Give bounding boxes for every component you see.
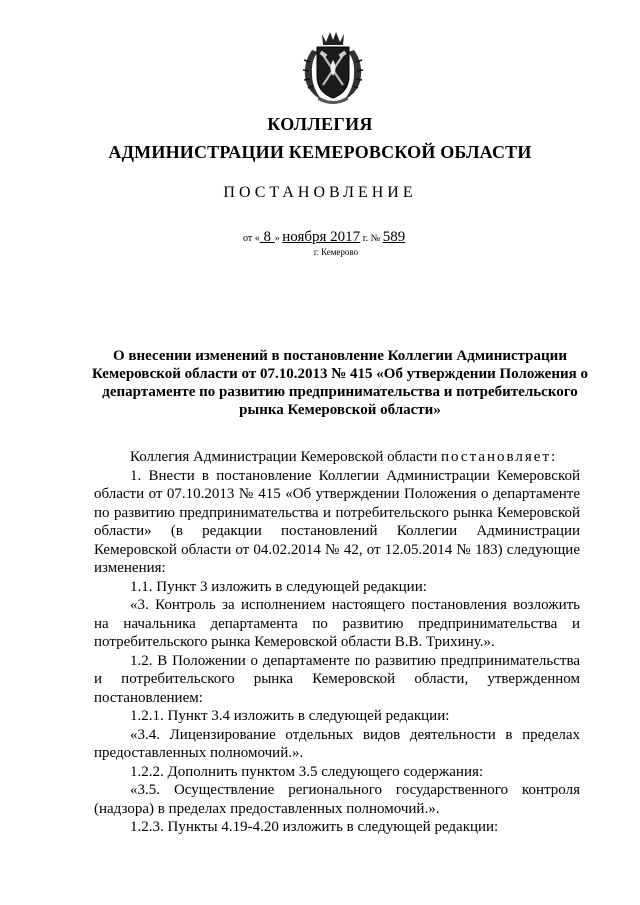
document-header-line1: КОЛЛЕГИЯ <box>267 114 373 134</box>
body-paragraph: 1.2.2. Дополнить пунктом 3.5 следующего содержания: <box>130 763 484 780</box>
body-paragraph: 1.2.3. Пункты 4.19-4.20 изложить в следующей редакции: <box>130 819 499 835</box>
document-subject: О внесении изменений в постановление Коллегии Администрации Кемеровской области от 07.10.2013 № 415 «Об утверждении Положения о департаменте по развитию предпринимательства и потребительского рынка Кемеровской области» <box>92 348 588 418</box>
body-paragraph: 1.1. Пункт 3 изложить в следующей редакции: <box>130 578 427 595</box>
body-paragraph: «3. Контроль за исполнением настоящего постановления возложить на начальника департамента по развитию предпринимательства и потребительского рынка Кемеровской области В.В. Трихину.». <box>94 597 580 650</box>
document-city: г. Кемерово <box>313 247 359 257</box>
document-header-line2: АДМИНИСТРАЦИИ КЕМЕРОВСКОЙ ОБЛАСТИ <box>108 142 532 162</box>
document-type-title: ПОСТАНОВЛЕНИЕ <box>223 184 417 201</box>
kemerovo-coat-of-arms-icon <box>296 30 370 106</box>
body-intro-text: Коллегия Администрации Кемеровской области <box>130 449 442 465</box>
date-year-suffix: г. <box>360 233 369 244</box>
date-day: 8 <box>259 229 275 245</box>
document-date-number <box>243 229 405 246</box>
body-paragraph: 1.2.1. Пункт 3.4 изложить в следующей редакции: <box>130 708 450 724</box>
date-separator: » <box>274 233 283 244</box>
date-from-label: от « <box>243 233 260 244</box>
date-month-year: ноября 2017 <box>282 229 361 245</box>
body-paragraph: «3.5. Осуществление регионального государственного контроля (надзора) в пределах предоставленных полномочий.». <box>94 782 580 817</box>
number-sign: № <box>368 233 383 244</box>
body-intro-decree-word: постановляет: <box>441 449 558 465</box>
document-number: 589 <box>382 229 406 245</box>
body-intro <box>94 448 580 467</box>
document-body <box>94 448 580 837</box>
body-paragraph: «3.4. Лицензирование отдельных видов деятельности в пределах предоставленных полномочий.». <box>94 726 580 761</box>
body-paragraph: 1.2. В Положении о департаменте по развитию предпринимательства и потребительского рынка Кемеровской области, утвержденном постановлением: <box>94 652 580 706</box>
body-paragraph: 1. Внести в постановление Коллегии Администрации Кемеровской области от 07.10.2013 № 415 «Об утверждении Положения о департаменте по развитию предпринимательства и потребительского рынка Кемеровской области» (в редакции постановлений Коллегии Администрации Кемеровской области от 04.02.2014 № 42, от 12.05.2014 № 183) следующие изменения: <box>94 467 580 576</box>
